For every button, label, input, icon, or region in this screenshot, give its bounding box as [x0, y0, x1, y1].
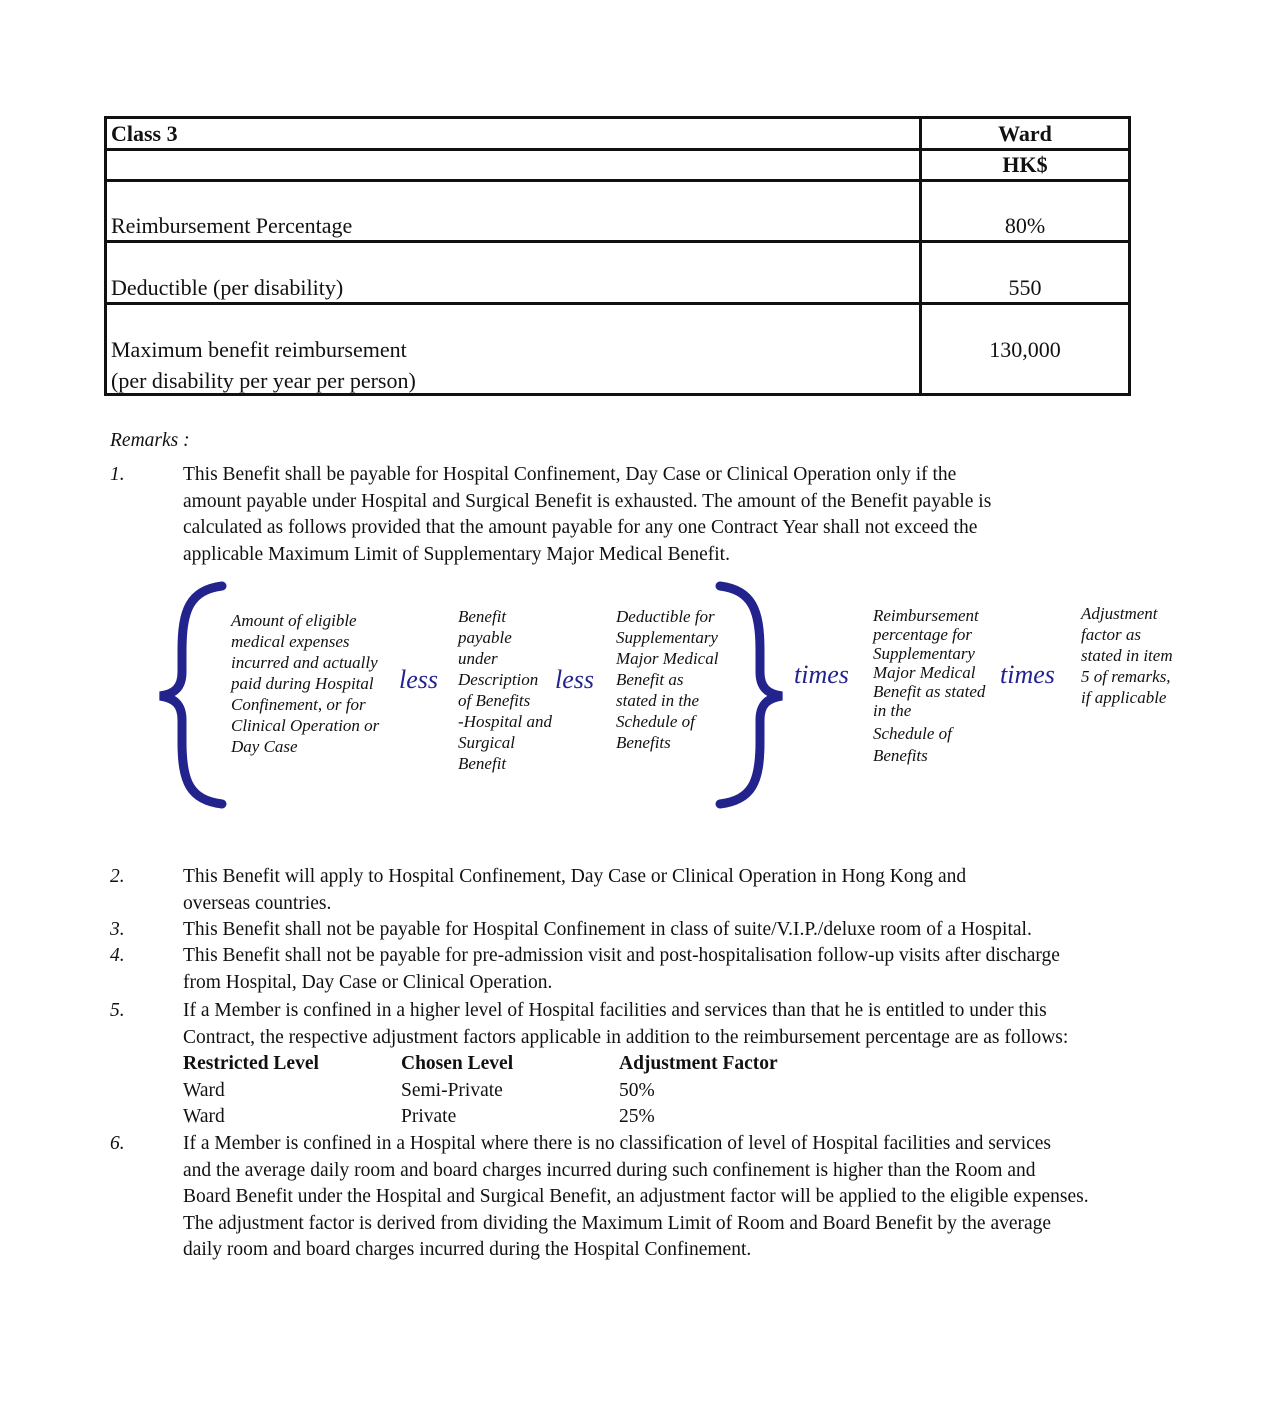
formula-term-adjustment-factor	[1081, 603, 1173, 708]
formula-line: Schedule of	[873, 724, 952, 743]
formula-line: Amount of eligible	[231, 611, 357, 630]
remark-number: 4.	[110, 945, 125, 966]
formula-line: Benefit	[458, 754, 507, 773]
formula-line: Surgical	[458, 733, 515, 752]
remark-line: This Benefit shall not be payable for Hospital Confinement in class of suite/V.I.P./deluxe room of a Hospital.	[183, 919, 1032, 940]
formula-line: -Hospital and	[458, 712, 552, 731]
formula-line: payable	[458, 628, 512, 647]
formula-line: Description	[458, 670, 539, 689]
operator-less: less	[555, 665, 594, 694]
level-cell: 25%	[619, 1106, 655, 1127]
row-value-reimbursement: 80%	[1004, 213, 1046, 238]
remark-line: overseas countries.	[183, 892, 332, 914]
formula-line: Major Medical	[616, 649, 719, 668]
row-label-reimbursement: Reimbursement Percentage	[111, 213, 353, 238]
formula-line: Major Medical	[873, 663, 976, 682]
remark-line: calculated as follows provided that the amount payable for any one Contract Year shall not exceed the	[183, 517, 978, 538]
formula-line: Adjustment	[1081, 604, 1158, 623]
currency-header: HK$	[1002, 152, 1048, 177]
formula-line: medical expenses	[231, 632, 350, 651]
header-adjustment-factor: Adjustment Factor	[619, 1053, 778, 1074]
remark-number: 5.	[110, 1000, 125, 1021]
remark-4	[183, 943, 1060, 996]
formula-line: Confinement, or for	[231, 695, 366, 714]
remark-line: applicable Maximum Limit of Supplementary Major Medical Benefit.	[183, 543, 730, 565]
remark-number: 2.	[110, 866, 125, 887]
header-chosen-level: Chosen Level	[401, 1053, 514, 1074]
formula-line: under	[458, 649, 498, 668]
remark-number: 3.	[110, 919, 125, 940]
class-label: Class 3	[111, 121, 178, 146]
level-cell: Private	[401, 1106, 457, 1127]
formula-line: Supplementary	[873, 644, 975, 663]
formula-line: 5 of remarks,	[1081, 667, 1171, 686]
formula-line: Reimbursement	[873, 606, 979, 625]
remark-6	[183, 1131, 1089, 1264]
row-label-maximum-sub: (per disability per year per person)	[111, 368, 416, 393]
formula-line: stated in the	[616, 691, 700, 710]
formula-line: Benefits	[873, 746, 928, 765]
remarks-title: Remarks :	[110, 430, 190, 451]
formula-line: of Benefits	[458, 691, 531, 710]
formula-line: stated in item	[1081, 646, 1173, 665]
formula-term-hospital-benefit	[458, 606, 552, 774]
formula-line: percentage for	[873, 625, 972, 644]
formula-line: Clinical Operation or	[231, 716, 380, 735]
row-label-maximum: Maximum benefit reimbursement	[111, 337, 407, 362]
formula-line: if applicable	[1081, 688, 1167, 707]
remark-5	[183, 998, 1068, 1051]
remark-1	[183, 462, 991, 568]
header-restricted-level: Restricted Level	[183, 1053, 319, 1074]
formula-line: Benefit	[458, 607, 507, 626]
row-value-deductible: 550	[1008, 275, 1042, 300]
remark-line: The adjustment factor is derived from dividing the Maximum Limit of Room and Board Benefit by the average	[183, 1212, 1052, 1234]
benefit-table	[104, 116, 1131, 396]
operator-less: less	[399, 665, 438, 694]
formula-line: factor as	[1081, 625, 1141, 644]
remark-line: This Benefit shall not be payable for pre-admission visit and post-hospitalisation follow-up visits after discharge	[183, 945, 1060, 966]
formula-line: Benefits	[616, 733, 671, 752]
remark-line: amount payable under Hospital and Surgical Benefit is exhausted. The amount of the Benefit payable is	[183, 490, 992, 512]
remark-2	[183, 864, 966, 917]
level-cell: Ward	[183, 1106, 225, 1127]
left-brace	[150, 580, 230, 810]
remark-line: Board Benefit under the Hospital and Surgical Benefit, an adjustment factor will be applied to the eligible expenses.	[183, 1186, 1089, 1207]
remark-line: If a Member is confined in a higher level of Hospital facilities and services than that he is entitled to under this	[183, 1000, 1047, 1021]
level-cell: Ward	[183, 1080, 225, 1101]
remark-line: Contract, the respective adjustment factors applicable in addition to the reimbursement percentage are as follows:	[183, 1026, 1069, 1048]
row-label-deductible: Deductible (per disability)	[111, 275, 344, 300]
formula-line: Schedule of	[616, 712, 695, 731]
formula-term-deductible	[616, 606, 718, 753]
remark-line: and the average daily room and board charges incurred during such confinement is higher than the Room and	[183, 1159, 1036, 1181]
remark-line: This Benefit shall be payable for Hospital Confinement, Day Case or Clinical Operation only if the	[183, 464, 957, 485]
formula-line: incurred and actually	[231, 653, 378, 672]
operator-times: times	[1000, 660, 1055, 689]
formula-line: paid during Hospital	[231, 674, 374, 693]
remark-line: This Benefit will apply to Hospital Confinement, Day Case or Clinical Operation in Hong Kong and	[183, 866, 967, 887]
formula-line: Supplementary	[616, 628, 718, 647]
row-value-maximum: 130,000	[989, 337, 1061, 362]
remark-line: daily room and board charges incurred during the Hospital Confinement.	[183, 1239, 752, 1260]
ward-header: Ward	[998, 121, 1052, 146]
remark-number: 6.	[110, 1133, 125, 1154]
level-cell: Semi-Private	[401, 1080, 503, 1101]
operator-times: times	[794, 660, 849, 689]
formula-term-reimbursement-percentage	[873, 606, 985, 765]
remark-number: 1.	[110, 464, 125, 485]
formula-line: Benefit as stated	[873, 682, 986, 701]
formula-term-eligible-expenses	[231, 610, 379, 757]
level-cell: 50%	[619, 1080, 655, 1101]
formula-line: Deductible for	[616, 607, 715, 626]
right-brace	[712, 580, 792, 810]
formula-line: Day Case	[231, 737, 298, 756]
remark-line: If a Member is confined in a Hospital where there is no classification of level of Hospital facilities and services	[183, 1133, 1052, 1154]
formula-line: Benefit as	[616, 670, 684, 689]
formula-line: in the	[873, 701, 912, 720]
remark-line: from Hospital, Day Case or Clinical Operation.	[183, 971, 553, 993]
remark-3	[183, 917, 1032, 944]
